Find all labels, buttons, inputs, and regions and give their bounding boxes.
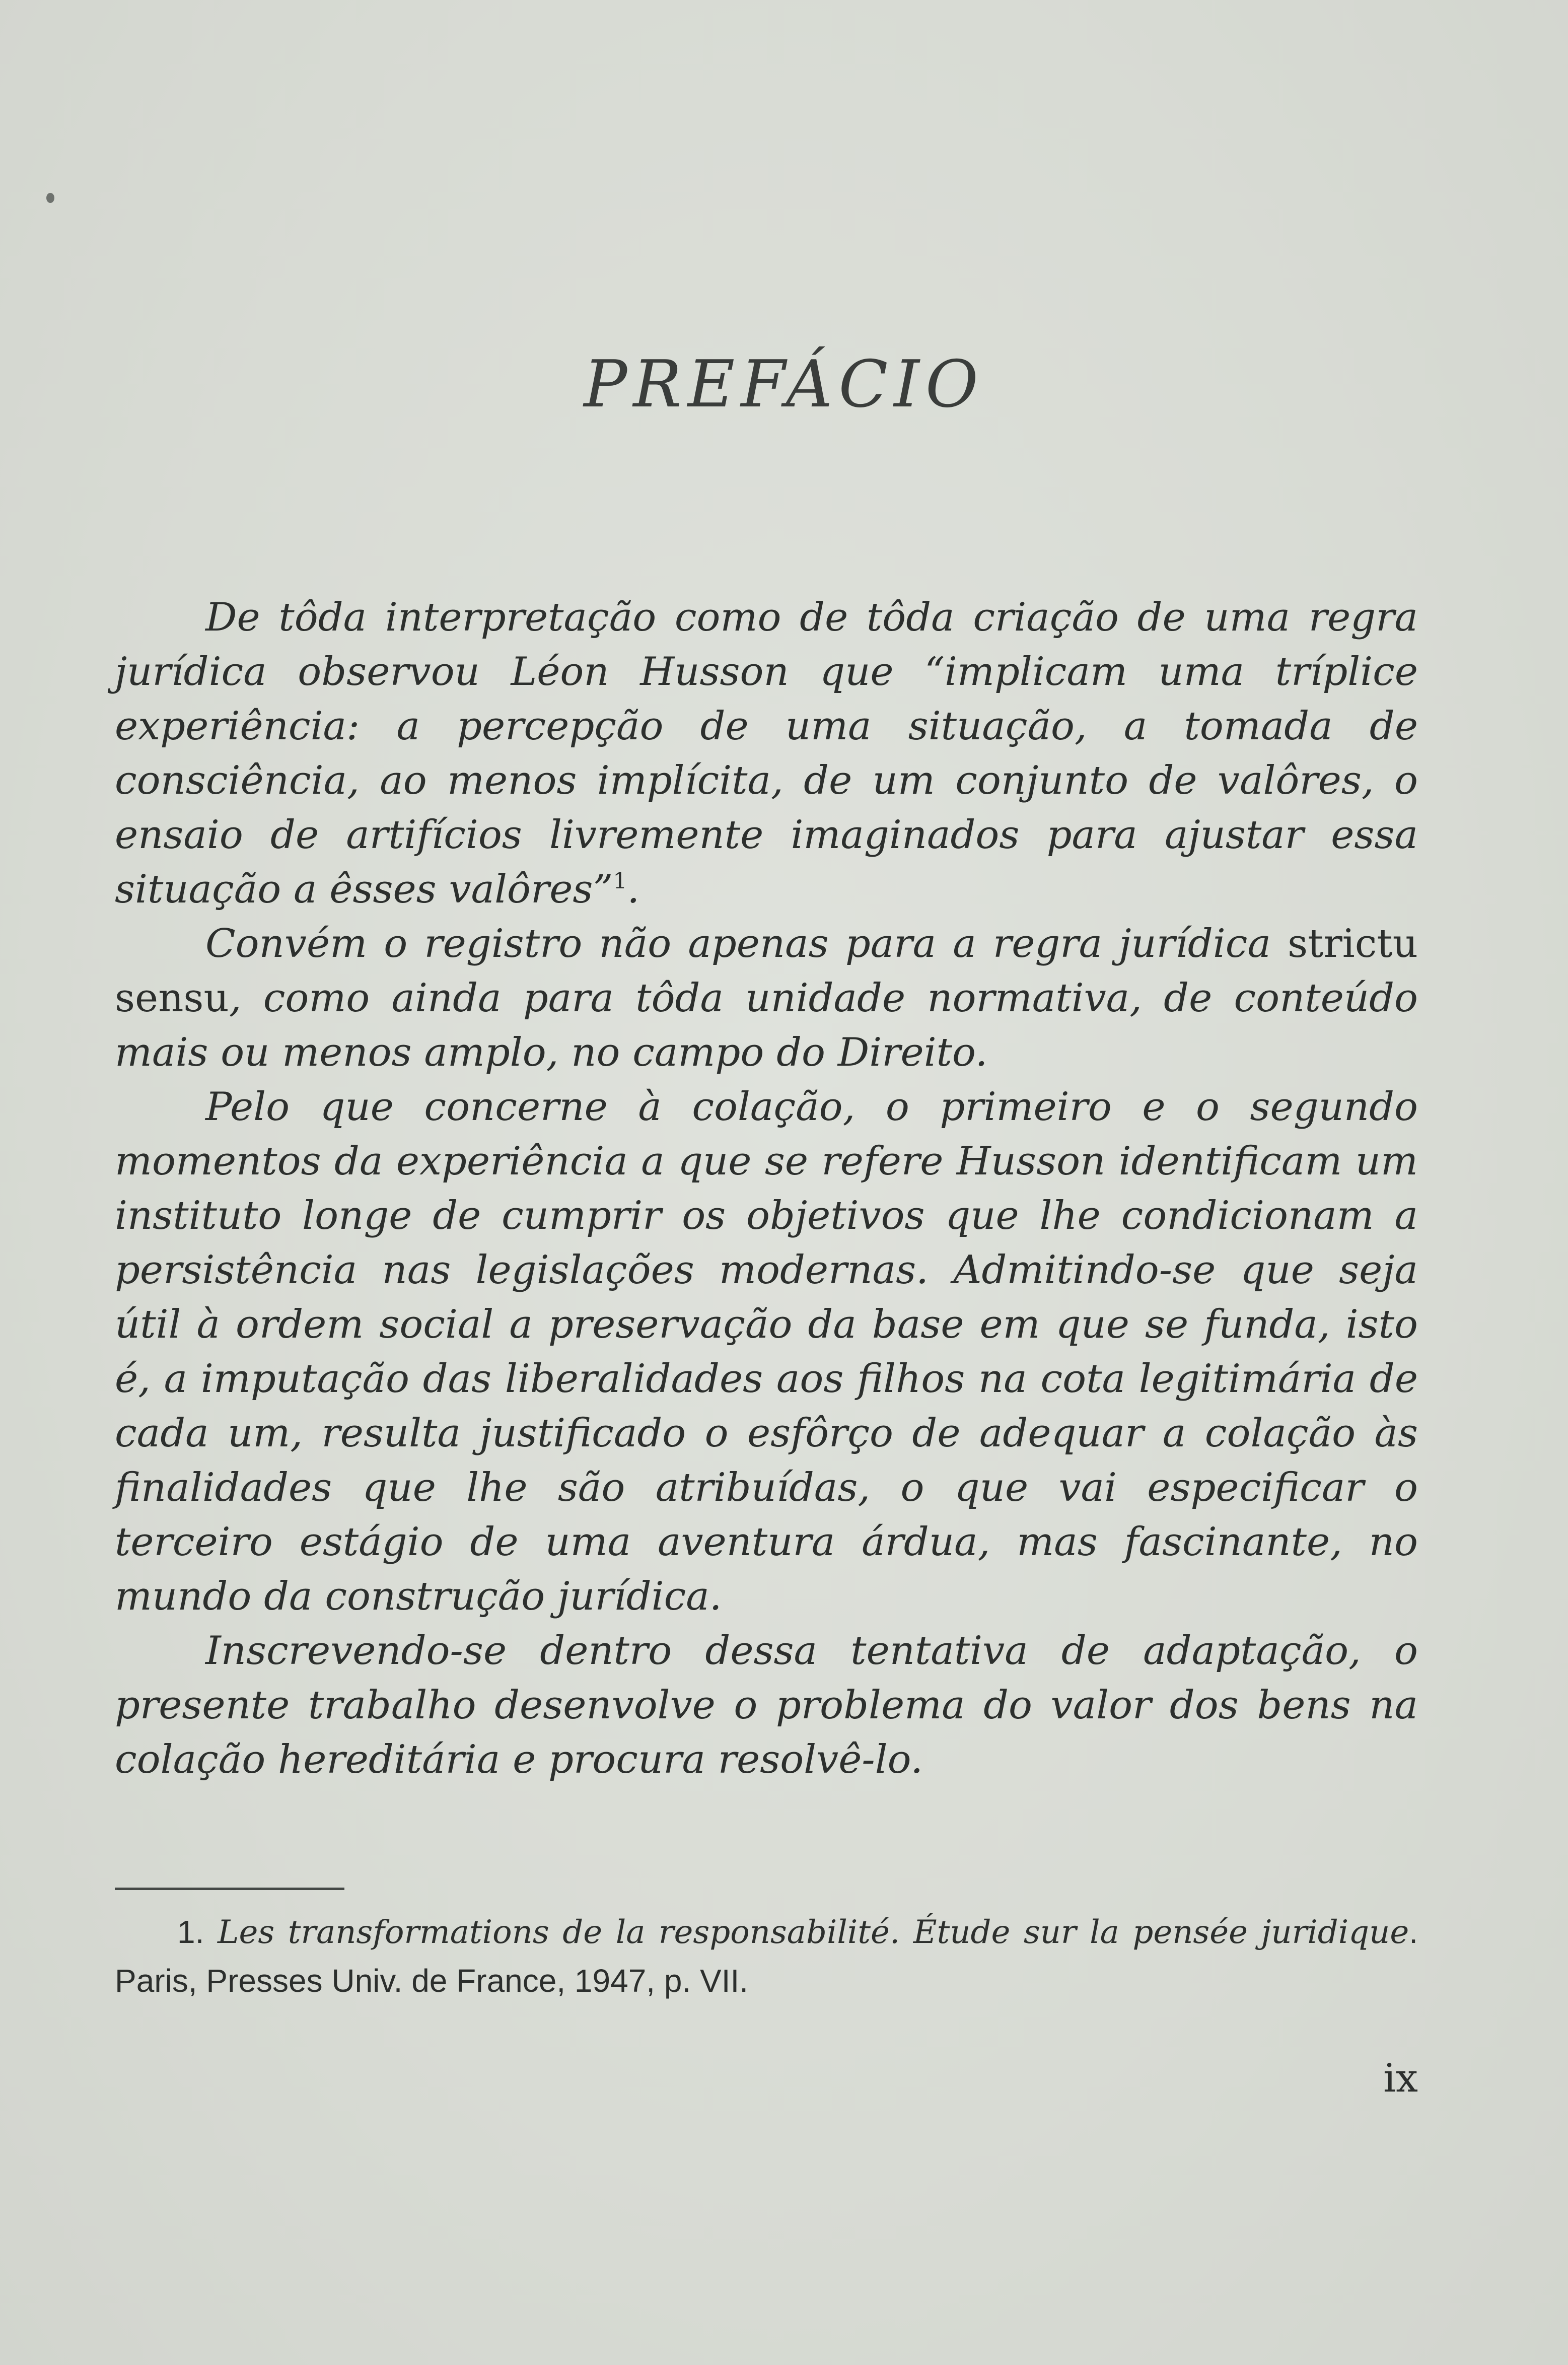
paragraph-3: Pelo que concerne à colação, o primeiro e o segundo momentos da experiência a que se refere Husson identificam um instituto longe de cumprir os objetivos que lhe condicionam a persistência nas legislações modernas. Admitindo-se que seja útil à ordem social a preservação da base em que se funda, isto é, a imputação das liberalidades aos filhos na cota legitimária de cada um, resulta justificado o esfôrço de adequar a colação às finalidades que lhe são atribuídas, o que vai especificar o terceiro estágio de uma aventura árdua, mas fascinante, no mundo da construção jurídica. bbox=[115, 1084, 1418, 1619]
footnote-work-title: Les transformations de la responsabilité. Étude sur la pensée juridique bbox=[217, 1914, 1409, 1951]
page-number: ix bbox=[1383, 2056, 1418, 2101]
footnote-number: 1. bbox=[177, 1914, 204, 1950]
paragraph-4: Inscrevendo-se dentro dessa tentativa de adaptação, o presente trabalho desenvolve o problema do valor dos bens na colação hereditária e procura resolvê-lo. bbox=[115, 1628, 1418, 1782]
footnote bbox=[115, 1908, 1418, 2005]
page-title: PREFÁCIO bbox=[584, 347, 984, 422]
footnote-reference: 1 bbox=[613, 868, 627, 894]
paragraph-2-before: Convém o registro não apenas para a regra jurídica bbox=[205, 921, 1288, 966]
preface-body bbox=[115, 590, 1418, 1787]
paragraph-2-roman-term: strictu sensu bbox=[115, 921, 1418, 1021]
footnote-publication: . Paris, Presses Univ. de France, 1947, p. VII. bbox=[115, 1914, 1418, 1999]
paragraph-1-text: De tôda interpretação como de tôda criação de uma regra jurídica observou Léon Husson que “implicam uma tríplice experiência: a percepção de uma situação, a tomada de consciência, ao menos implícita, de um conjunto de valôres, o ensaio de artifícios livremente imaginados para ajustar essa situação a êsses valôres” bbox=[115, 595, 1418, 912]
paragraph-1 bbox=[115, 590, 1418, 917]
footnote-divider bbox=[115, 1888, 344, 1890]
paragraph-2-after: , como ainda para tôda unidade normativa, de conteúdo mais ou menos amplo, no campo do Direito. bbox=[115, 976, 1418, 1075]
paragraph-1-end: . bbox=[627, 867, 640, 912]
paragraph-2 bbox=[115, 917, 1418, 1080]
print-speck bbox=[46, 193, 54, 203]
